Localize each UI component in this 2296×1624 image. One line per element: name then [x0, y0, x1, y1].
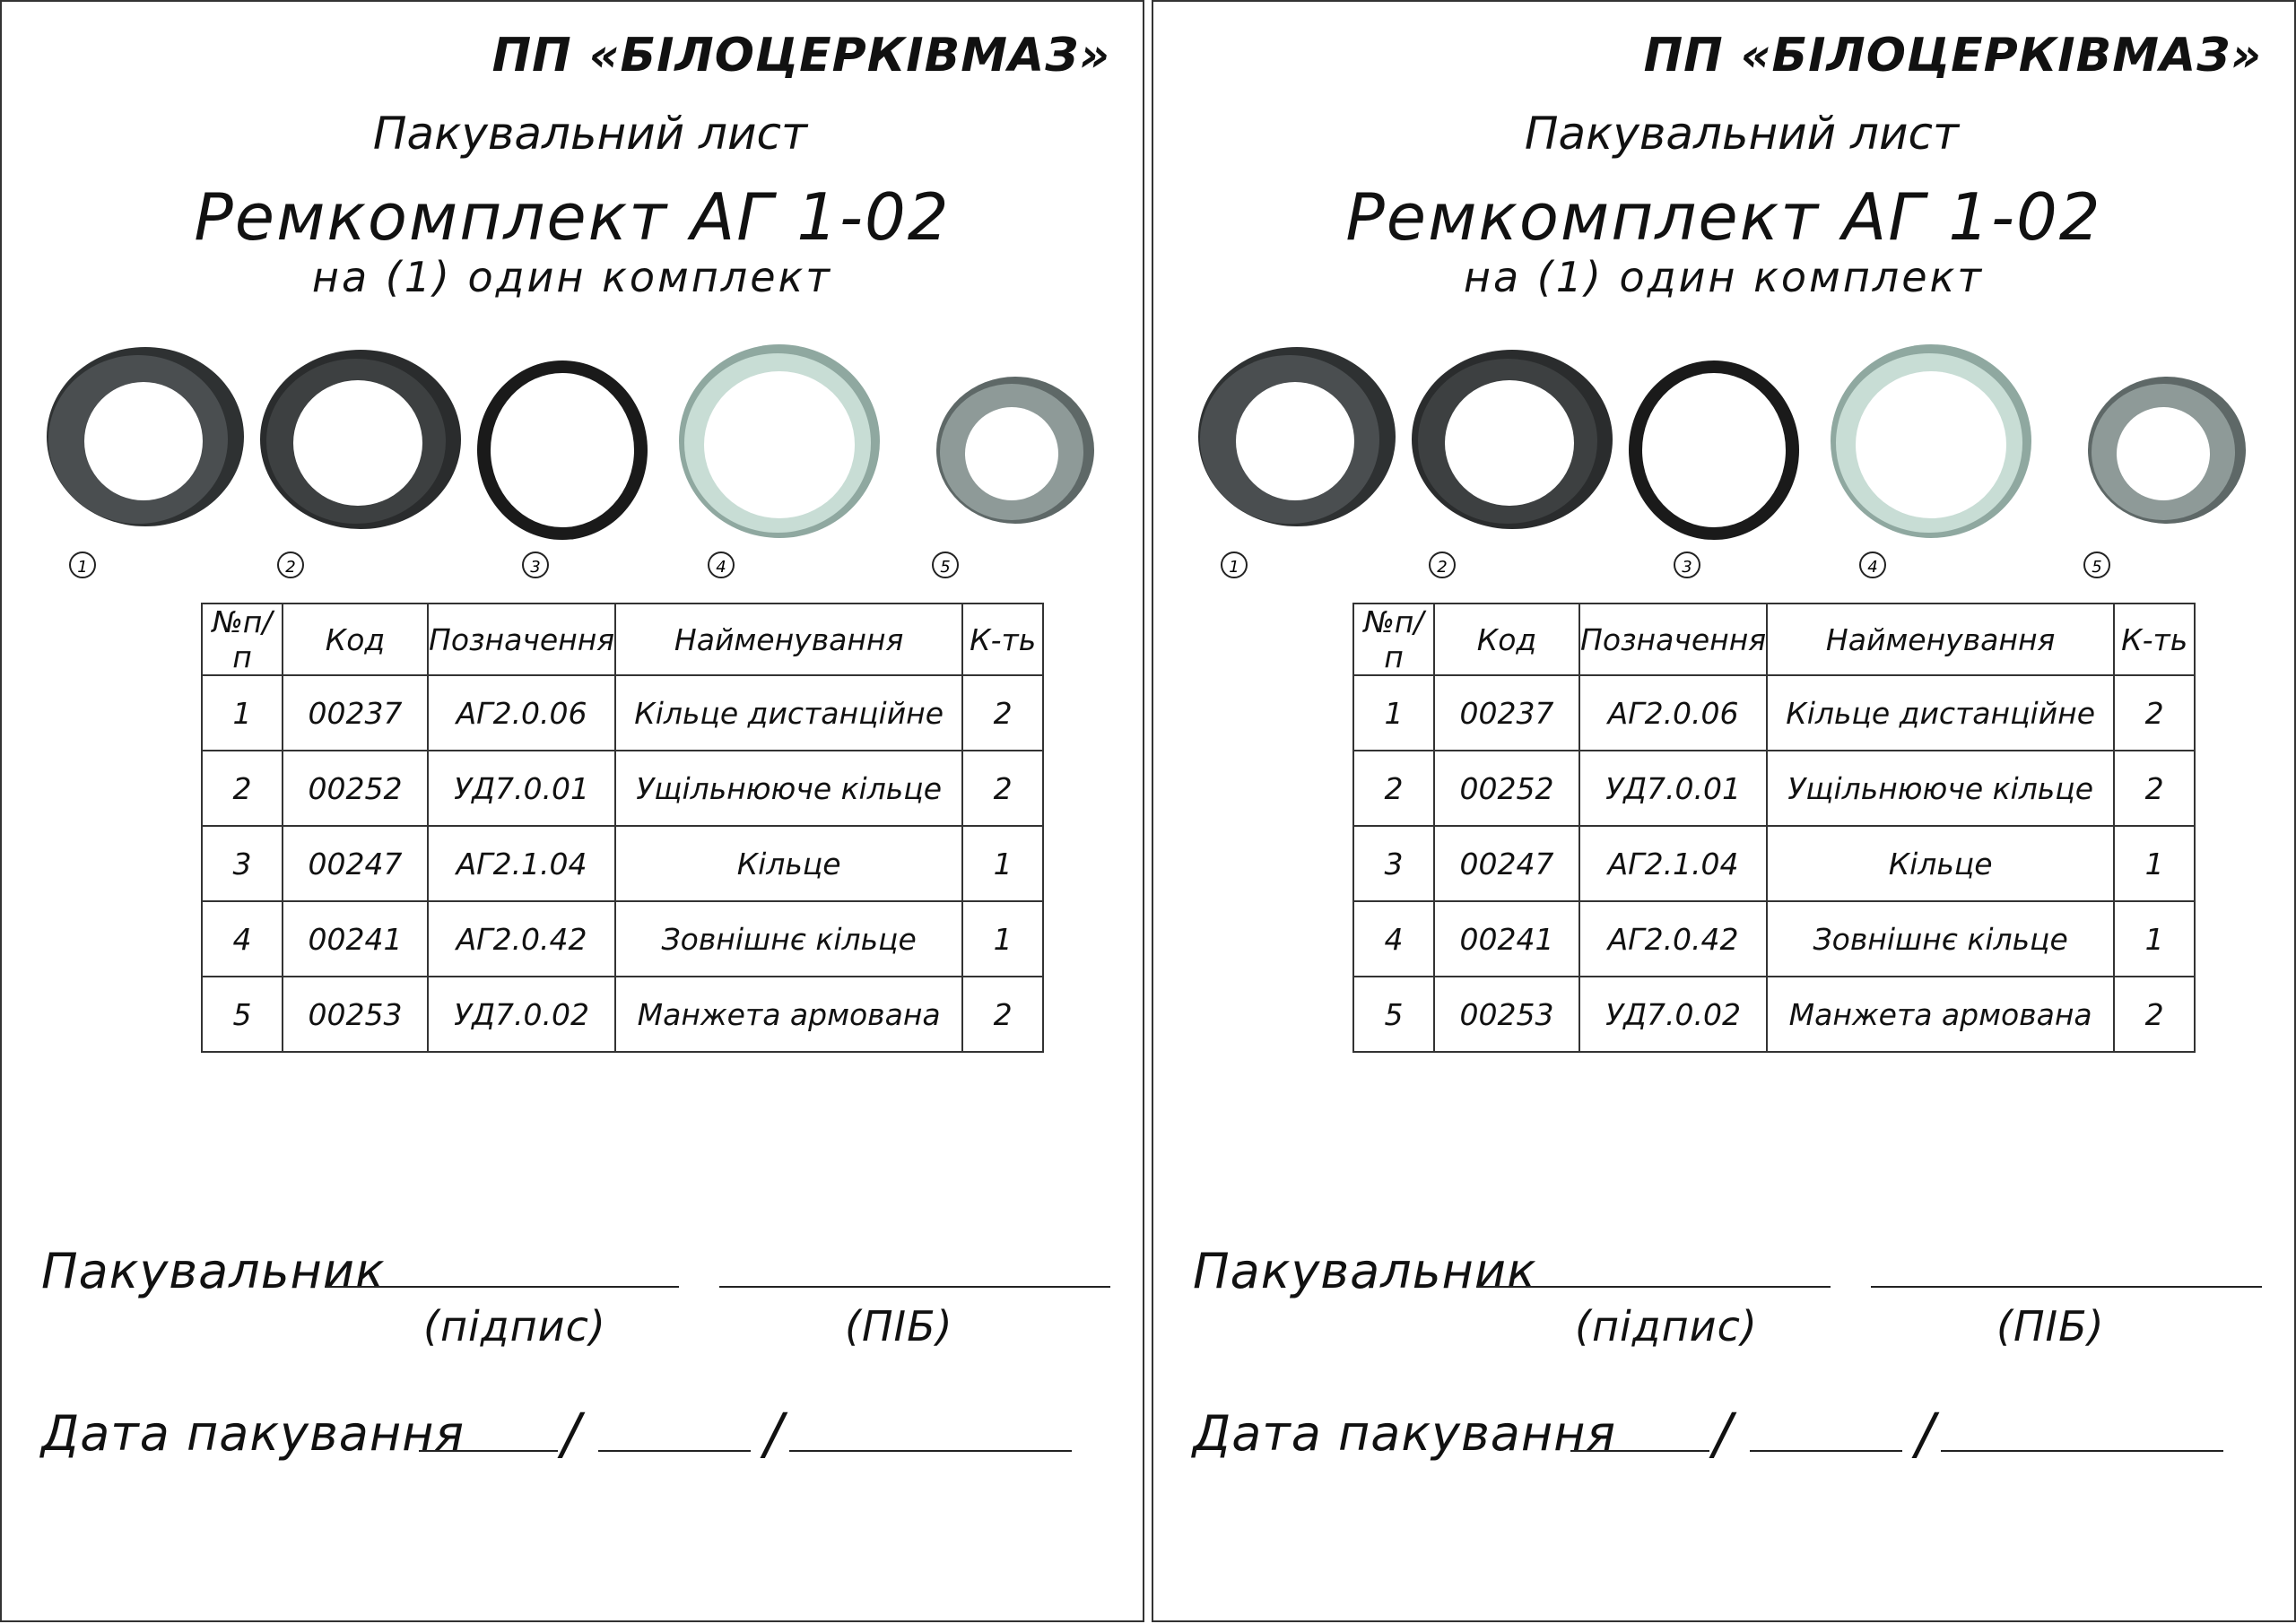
header-designation: Позначення: [1579, 604, 1767, 675]
name-caption: (ПІБ): [1996, 1302, 2105, 1350]
cell-designation: АГ2.0.42: [428, 901, 615, 977]
cell-number: 4: [202, 901, 283, 977]
ring-4-image: [1831, 344, 2031, 538]
kit-subtitle: на (1) один комплект: [311, 253, 833, 301]
kit-title: Ремкомплект АГ 1-02: [1345, 179, 2102, 255]
packer-label: Пакувальник: [41, 1243, 386, 1299]
cell-name: Кільце дистанційне: [1767, 675, 2114, 751]
date-day-line[interactable]: [1570, 1450, 1709, 1452]
ring-1-image: [47, 347, 244, 526]
svg-text:3: 3: [530, 558, 541, 577]
company-name: ПП «БІЛОЦЕРКІВМАЗ»: [1643, 29, 2262, 83]
packing-sheet-left: [0, 0, 1144, 1622]
cell-designation: АГ2.0.06: [1579, 675, 1767, 751]
parts-table: [1352, 603, 2196, 1053]
name-line[interactable]: [719, 1286, 1110, 1288]
cell-quantity: 2: [2114, 977, 2195, 1052]
cell-quantity: 1: [2114, 901, 2195, 977]
cell-name: Ущільнююче кільце: [1767, 751, 2114, 826]
packer-label: Пакувальник: [1193, 1243, 1537, 1299]
date-day-line[interactable]: [419, 1450, 558, 1452]
header-name: Найменування: [1767, 604, 2114, 675]
svg-text:2: 2: [1437, 558, 1448, 577]
date-year-line[interactable]: [1941, 1450, 2223, 1452]
cell-code: 00252: [283, 751, 428, 826]
date-label: Дата пакування: [1193, 1405, 1616, 1462]
svg-text:4: 4: [1867, 558, 1878, 577]
cell-name: Ущільнююче кільце: [615, 751, 962, 826]
cell-quantity: 2: [962, 751, 1043, 826]
table-row: [202, 826, 1043, 901]
cell-number: 5: [202, 977, 283, 1052]
cell-code: 00252: [1434, 751, 1579, 826]
table-row: [1353, 675, 2195, 751]
table-row: [202, 977, 1043, 1052]
svg-text:4: 4: [716, 558, 726, 577]
cell-quantity: 2: [2114, 751, 2195, 826]
header-code: Код: [283, 604, 428, 675]
name-line[interactable]: [1871, 1286, 2262, 1288]
cell-code: 00247: [283, 826, 428, 901]
kit-subtitle: на (1) один комплект: [1463, 253, 1985, 301]
svg-text:5: 5: [2092, 558, 2102, 577]
table-header-row: [1353, 604, 2195, 675]
header-quantity: К-ть: [962, 604, 1043, 675]
cell-code: 00247: [1434, 826, 1579, 901]
ring-3-image: [1629, 360, 1799, 540]
cell-designation: УД7.0.01: [1579, 751, 1767, 826]
cell-number: 3: [1353, 826, 1434, 901]
cell-designation: АГ2.1.04: [1579, 826, 1767, 901]
svg-text:5: 5: [940, 558, 951, 577]
cell-number: 4: [1353, 901, 1434, 977]
date-separator: /: [1916, 1401, 1935, 1466]
callout-5: [933, 552, 958, 578]
callout-3: [523, 552, 548, 578]
packing-sheet-right: [1152, 0, 2296, 1622]
cell-code: 00237: [283, 675, 428, 751]
header-designation: Позначення: [428, 604, 615, 675]
table-row: [202, 675, 1043, 751]
header-number: №п/п: [1353, 604, 1434, 675]
ring-3-image: [477, 360, 648, 540]
cell-designation: АГ2.0.06: [428, 675, 615, 751]
cell-name: Кільце: [615, 826, 962, 901]
table-row: [1353, 977, 2195, 1052]
cell-code: 00241: [1434, 901, 1579, 977]
cell-quantity: 1: [962, 901, 1043, 977]
cell-code: 00253: [1434, 977, 1579, 1052]
svg-text:3: 3: [1682, 558, 1692, 577]
table-row: [202, 901, 1043, 977]
date-separator: /: [561, 1401, 580, 1466]
parts-table: [201, 603, 1044, 1053]
cell-quantity: 1: [2114, 826, 2195, 901]
cell-designation: УД7.0.02: [1579, 977, 1767, 1052]
table-header-row: [202, 604, 1043, 675]
cell-name: Манжета армована: [615, 977, 962, 1052]
signature-line[interactable]: [1476, 1286, 1831, 1288]
date-separator: /: [764, 1401, 783, 1466]
cell-number: 3: [202, 826, 283, 901]
cell-name: Зовнішнє кільце: [615, 901, 962, 977]
header-code: Код: [1434, 604, 1579, 675]
date-separator: /: [1713, 1401, 1732, 1466]
cell-quantity: 2: [2114, 675, 2195, 751]
ring-2-image: [260, 350, 461, 529]
ring-4-image: [679, 344, 880, 538]
cell-quantity: 1: [962, 826, 1043, 901]
rings-drawing: [47, 343, 1114, 585]
callout-4: [709, 552, 734, 578]
svg-text:1: 1: [1229, 558, 1239, 577]
header-quantity: К-ть: [2114, 604, 2195, 675]
kit-title: Ремкомплект АГ 1-02: [194, 179, 951, 255]
callout-2: [278, 552, 303, 578]
table-row: [1353, 751, 2195, 826]
cell-quantity: 2: [962, 675, 1043, 751]
ring-5-image: [2088, 377, 2246, 524]
cell-designation: АГ2.1.04: [428, 826, 615, 901]
cell-number: 1: [202, 675, 283, 751]
table-row: [202, 751, 1043, 826]
callout-5: [2084, 552, 2109, 578]
date-label: Дата пакування: [41, 1405, 465, 1462]
signature-caption: (підпис): [1575, 1302, 1758, 1350]
callout-1: [1222, 552, 1247, 578]
callout-3: [1674, 552, 1700, 578]
document-title: Пакувальний лист: [1524, 108, 1960, 160]
svg-text:2: 2: [285, 558, 296, 577]
cell-designation: УД7.0.02: [428, 977, 615, 1052]
table-row: [1353, 826, 2195, 901]
svg-text:1: 1: [77, 558, 88, 577]
cell-number: 2: [202, 751, 283, 826]
ring-5-image: [936, 377, 1094, 524]
cell-number: 5: [1353, 977, 1434, 1052]
cell-designation: АГ2.0.42: [1579, 901, 1767, 977]
parts-illustration: [47, 343, 1114, 585]
header-number: №п/п: [202, 604, 283, 675]
table-row: [1353, 901, 2195, 977]
cell-number: 1: [1353, 675, 1434, 751]
rings-drawing: [1198, 343, 2266, 585]
date-month-line[interactable]: [598, 1450, 751, 1452]
cell-code: 00241: [283, 901, 428, 977]
signature-line[interactable]: [325, 1286, 679, 1288]
ring-2-image: [1412, 350, 1613, 529]
cell-code: 00237: [1434, 675, 1579, 751]
callout-4: [1860, 552, 1885, 578]
company-name: ПП «БІЛОЦЕРКІВМАЗ»: [491, 29, 1110, 83]
ring-1-image: [1198, 347, 1396, 526]
name-caption: (ПІБ): [845, 1302, 953, 1350]
document-title: Пакувальний лист: [372, 108, 808, 160]
cell-code: 00253: [283, 977, 428, 1052]
cell-designation: УД7.0.01: [428, 751, 615, 826]
cell-name: Зовнішнє кільце: [1767, 901, 2114, 977]
cell-quantity: 2: [962, 977, 1043, 1052]
cell-name: Кільце: [1767, 826, 2114, 901]
callout-1: [70, 552, 95, 578]
cell-name: Кільце дистанційне: [615, 675, 962, 751]
cell-number: 2: [1353, 751, 1434, 826]
date-month-line[interactable]: [1750, 1450, 1902, 1452]
callout-2: [1430, 552, 1455, 578]
header-name: Найменування: [615, 604, 962, 675]
date-year-line[interactable]: [789, 1450, 1072, 1452]
parts-illustration: [1198, 343, 2266, 585]
cell-name: Манжета армована: [1767, 977, 2114, 1052]
signature-caption: (підпис): [423, 1302, 606, 1350]
